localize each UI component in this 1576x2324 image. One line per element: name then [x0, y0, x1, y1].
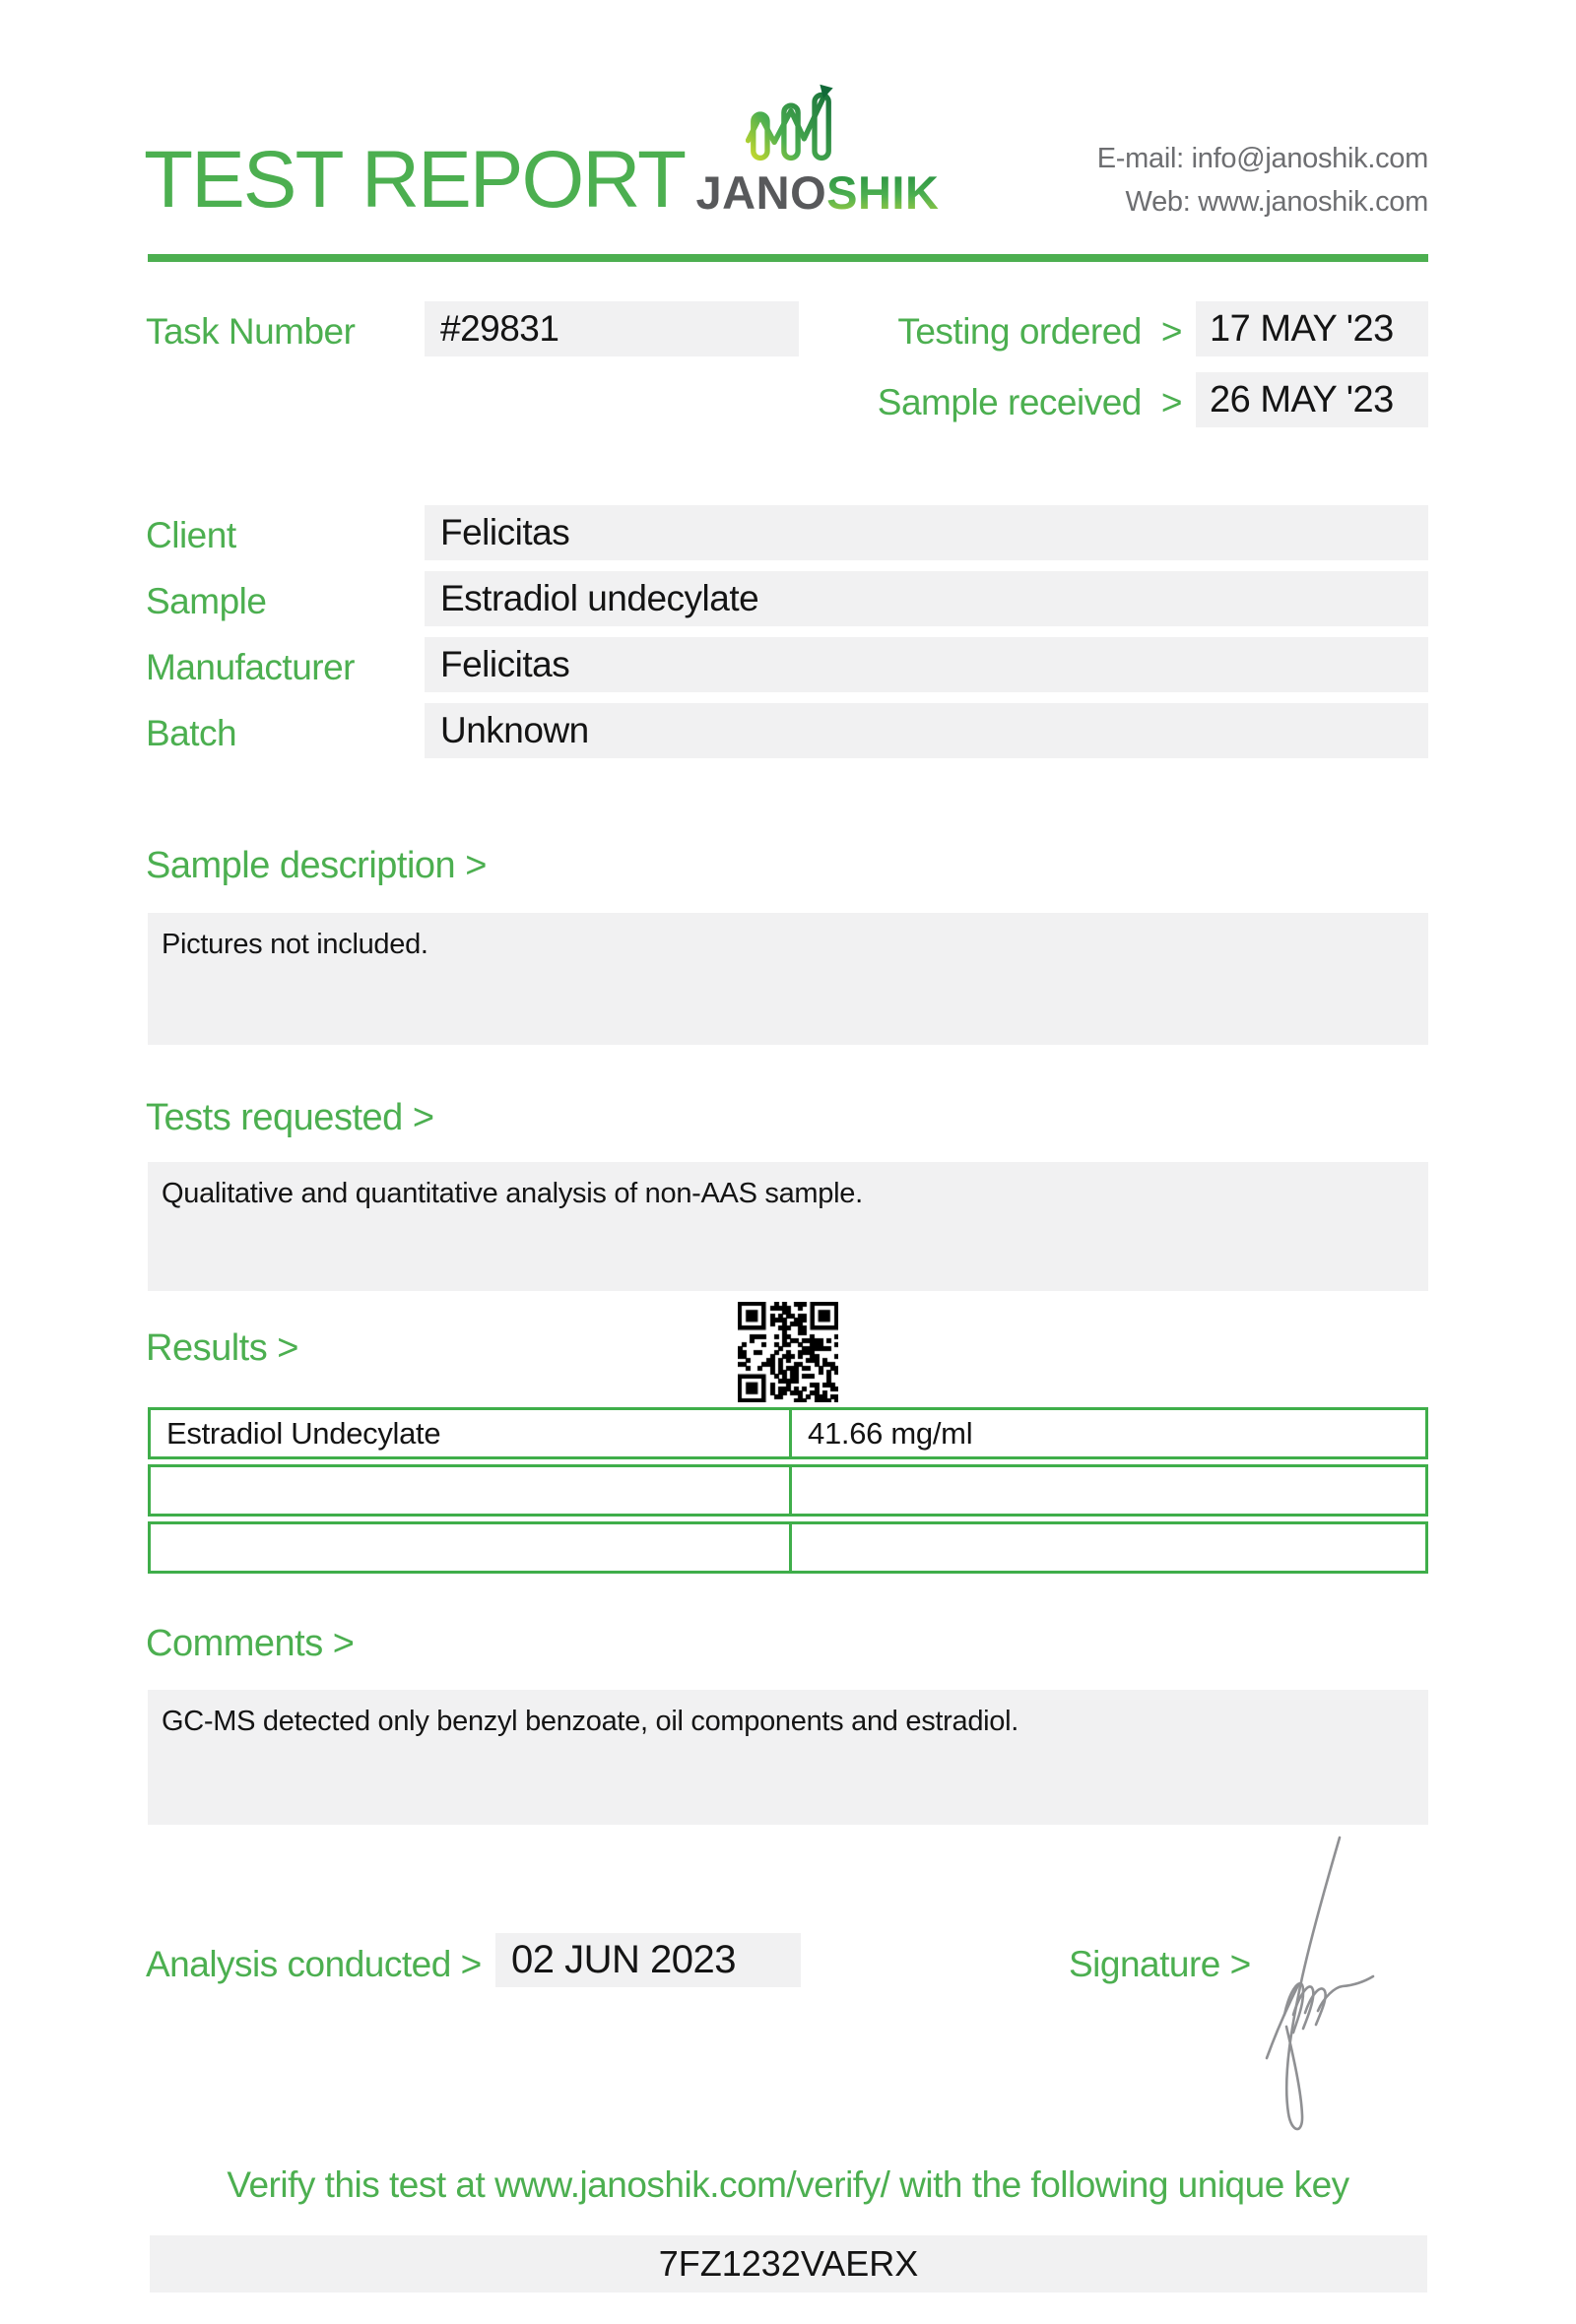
tests-requested-box	[148, 1162, 1428, 1291]
sample-received-date: 26 MAY '23	[1210, 379, 1394, 420]
result-amount-cell	[792, 1410, 1425, 1456]
result-amount-cell	[792, 1524, 1425, 1571]
sample-received-text: Sample received	[877, 382, 1142, 422]
result-amount: 41.66 mg/ml	[808, 1416, 973, 1451]
results-heading: Results >	[146, 1327, 298, 1369]
qr-code	[738, 1302, 838, 1402]
comments-box	[148, 1690, 1428, 1825]
testing-ordered-label	[847, 311, 1182, 353]
sample-label: Sample	[146, 581, 267, 621]
sample-description-heading: Sample description >	[146, 845, 487, 886]
comments-text: GC-MS detected only benzyl benzoate, oil components and estradiol.	[162, 1706, 1019, 1737]
manufacturer-value: Felicitas	[440, 644, 570, 684]
manufacturer-label: Manufacturer	[146, 647, 355, 687]
testing-ordered-value-box	[1196, 301, 1428, 356]
header-divider	[148, 254, 1428, 262]
batch-value-box	[425, 703, 1428, 758]
result-substance-cell	[151, 1410, 792, 1456]
analysis-date: 02 JUN 2023	[511, 1938, 736, 1981]
signature-image	[1263, 1830, 1386, 2155]
contact-email: E-mail: info@janoshik.com	[1096, 143, 1428, 174]
analysis-date-box	[495, 1933, 801, 1987]
verify-instruction: Verify this test at www.janoshik.com/verify/ with the following unique key	[227, 2164, 1349, 2205]
sample-description-box	[148, 913, 1428, 1045]
task-number-value: #29831	[440, 308, 559, 349]
analysis-conducted-label: Analysis conducted >	[146, 1944, 482, 1984]
signature-label: Signature >	[1069, 1944, 1251, 1984]
result-amount-cell	[792, 1467, 1425, 1514]
janoshik-chart-logo-icon	[746, 83, 836, 161]
logo-text-green: SHIK	[826, 166, 940, 219]
results-table-row	[148, 1407, 1428, 1459]
testing-ordered-text: Testing ordered	[897, 311, 1142, 352]
sample-description-text: Pictures not included.	[162, 929, 428, 960]
sample-value: Estradiol undecylate	[440, 578, 759, 618]
task-number-value-box	[425, 301, 799, 356]
sample-received-label	[847, 382, 1182, 423]
manufacturer-value-box	[425, 637, 1428, 692]
contact-web: Web: www.janoshik.com	[1125, 185, 1428, 218]
page-title: TEST REPORT	[144, 135, 686, 225]
result-substance-cell	[151, 1467, 792, 1514]
testing-ordered-arrow: >	[1160, 311, 1182, 352]
results-table	[148, 1407, 1428, 1579]
unique-key-box	[150, 2235, 1427, 2292]
testing-ordered-date: 17 MAY '23	[1210, 308, 1394, 350]
sample-received-value-box	[1196, 372, 1428, 427]
result-substance: Estradiol Undecylate	[166, 1416, 441, 1451]
tests-requested-heading: Tests requested >	[146, 1097, 434, 1138]
sample-received-arrow: >	[1160, 382, 1182, 422]
results-table-row	[148, 1464, 1428, 1517]
client-value: Felicitas	[440, 512, 570, 552]
comments-heading: Comments >	[146, 1623, 355, 1664]
tests-requested-text: Qualitative and quantitative analysis of non-AAS sample.	[162, 1178, 863, 1209]
batch-value: Unknown	[440, 710, 589, 750]
logo-text-gray: JANO	[695, 166, 827, 219]
client-label: Client	[146, 515, 236, 555]
client-value-box	[425, 505, 1428, 560]
sample-value-box	[425, 571, 1428, 626]
unique-key: 7FZ1232VAERX	[658, 2243, 919, 2284]
results-table-row	[148, 1521, 1428, 1574]
batch-label: Batch	[146, 713, 237, 753]
janoshik-logo-text	[678, 165, 957, 220]
result-substance-cell	[151, 1524, 792, 1571]
contact-block	[1097, 138, 1428, 224]
task-number-label: Task Number	[146, 311, 356, 352]
